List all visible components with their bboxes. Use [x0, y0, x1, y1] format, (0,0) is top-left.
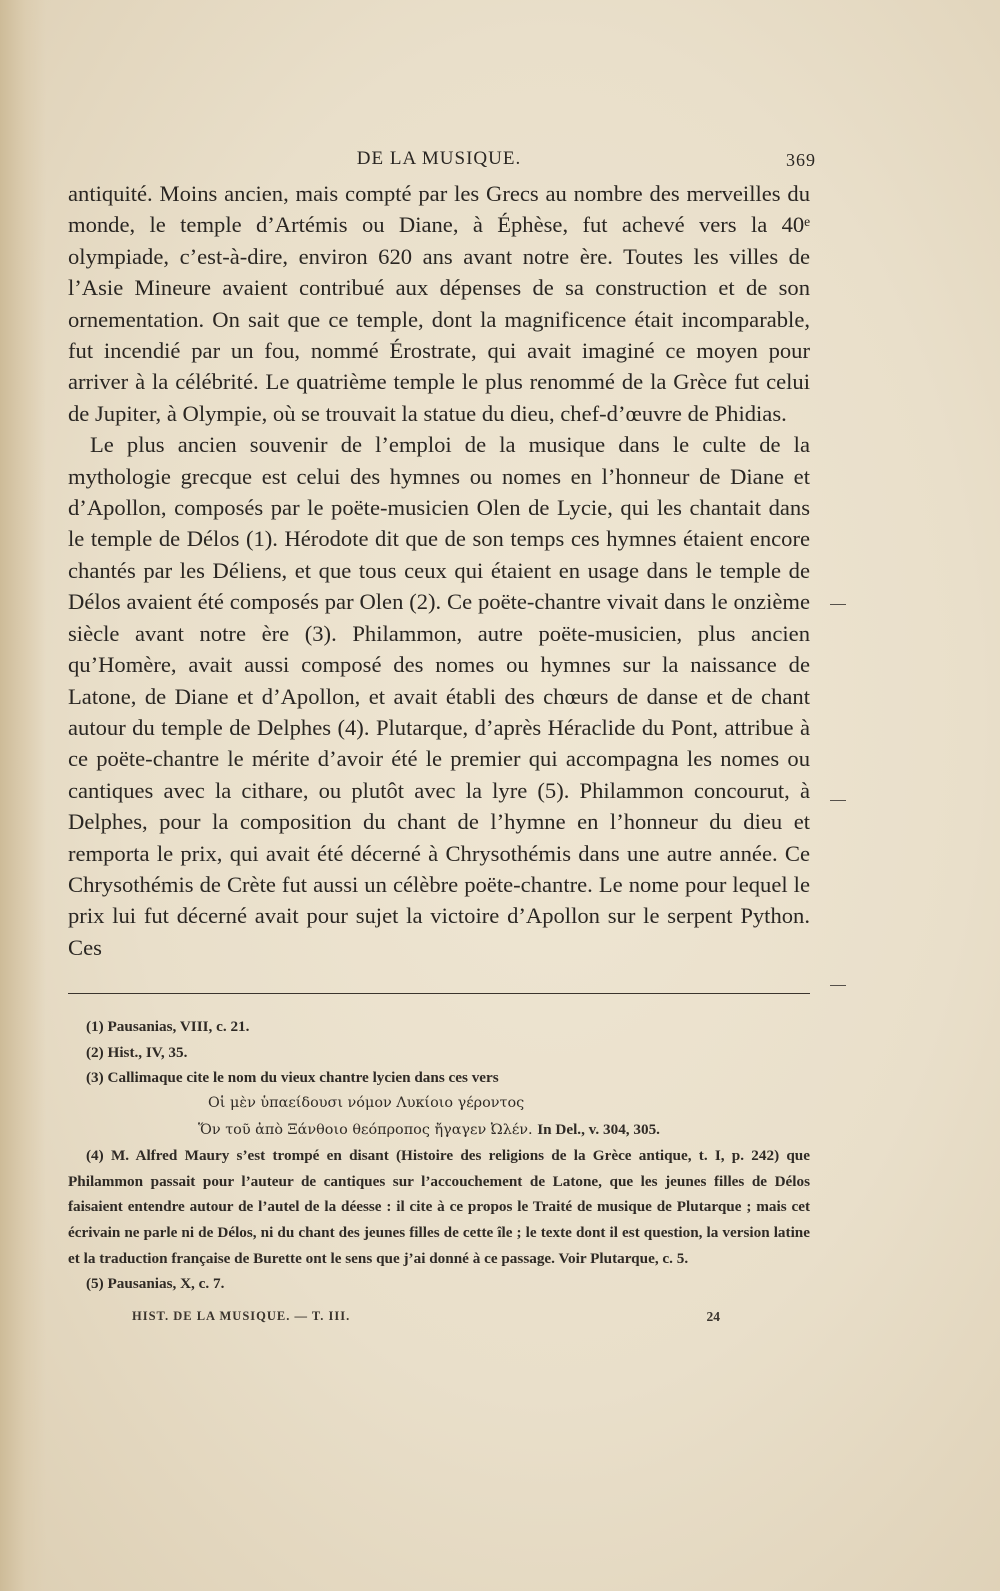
footnote-3: (3) Callimaque cite le nom du vieux chantre lycien dans ces vers: [86, 1069, 499, 1087]
verse-reference: In Del., v. 304, 305.: [537, 1120, 660, 1138]
footnote-2: (2) Hist., IV, 35.: [86, 1043, 188, 1061]
paragraph: Le plus ancien souvenir de l’emploi de la musique dans le culte de la mythologie grecque est celui des hymnes ou nomes en l’honneur de Diane et d’Apollon, composés par le poëte-musicien Olen de Lycie, qui les chantait dans le temple de Délos (1). Hérodote dit que de son temps ces hymnes étaient encore chantés par les Déliens, et que tous ceux qui étaient en usage dans le temple de Délos avaient été composés par Olen (2). Ce poëte-chantre vivait dans le onzième siècle avant notre ère (3). Philammon, autre poëte-musicien, plus ancien qu’Homère, avait aussi composé des nomes ou hymnes sur la naissance de Latone, de Diane et d’Apollon, et avait établi des chœurs de danse et de chant autour du temple de Delphes (4). Plutarque, d’après Héraclide du Pont, attribue à ce poëte-chantre le mérite d’avoir été le premier qui accompagna les nomes ou cantiques avec la cithare, ou plutôt avec la lyre (5). Philammon concourut, à Delphes, pour la composition du chant de l’hymne en l’honneur du dieu et remporta le prix, qui avait été décerné à Chrysothémis dans une autre année. Ce Chrysothémis de Crète fut aussi un célèbre poëte-chantre. Le nome pour lequel le prix lui fut décerné avait pour sujet la victoire d’Apollon sur le serpent Python. Ces: [68, 432, 810, 960]
page-footer: [68, 1309, 810, 1333]
greek-verse-1: Οἱ μὲν ὑπαείδουσι νόμον Λυκίοιο γέροντος: [208, 1094, 525, 1111]
page-spine-shadow: [0, 0, 46, 1591]
running-head: [68, 142, 816, 178]
greek-verse-2: [68, 1117, 810, 1144]
page-number: 369: [786, 150, 816, 170]
greek-verse-2-text: Ὅν τοῦ ἀπὸ Ξάνθοιο θεόπροπος ἤγαγεν Ὠλέν.: [198, 1121, 533, 1138]
footnote-5: (5) Pausanias, X, c. 7.: [86, 1275, 225, 1293]
footer-book-title: HIST. DE LA MUSIQUE. — T. III.: [132, 1308, 351, 1323]
margin-mark: [830, 800, 846, 801]
footnote-4: (4) M. Alfred Maury s’est trompé en disant (Histoire des religions de la Grèce antique, t. I, p. 242) que Philammon passait pour l’auteur de cantiques sur l’accouchement de Latone, que les jeunes filles de Délos faisaient entendre autour de l’autel de la déesse : il cite à ce propos le Traité de musique de Plutarque ; mais cet écrivain ne parle ni de Délos, ni du chant des jeunes filles de cette île ; le texte dont il est question, la version latine et la traduction française de Burette ont le sens que j’ai donné à ce passage. Voir Plutarque, c. 5.: [68, 1147, 810, 1267]
running-title: DE LA MUSIQUE.: [356, 148, 522, 169]
margin-mark: [830, 985, 846, 986]
footnote-1: (1) Pausanias, VIII, c. 21.: [86, 1018, 250, 1036]
text-column: [68, 142, 816, 1333]
footnote-separator: [68, 993, 810, 994]
margin-mark: [830, 604, 846, 605]
paragraph: antiquité. Moins ancien, mais compté par les Grecs au nombre des merveilles du monde, le temple d’Artémis ou Diane, à Éphèse, fut achevé vers la 40ᵉ olympiade, c’est-à-dire, environ 620 ans avant notre ère. Toutes les villes de l’Asie Mineure avaient contribué aux dépenses de sa construction et de son ornementation. On sait que ce temple, dont la magnificence était incomparable, fut incendié par un fou, nommé Érostrate, qui avait imaginé ce moyen pour arriver à la célébrité. Le quatrième temple le plus renommé de la Grèce fut celui de Jupiter, à Olympie, où se trouvait la statue du dieu, chef-d’œuvre de Phidias.: [68, 181, 810, 426]
body-text: [68, 178, 810, 963]
footer-signature: 24: [706, 1308, 720, 1324]
footnotes: [68, 1014, 810, 1297]
